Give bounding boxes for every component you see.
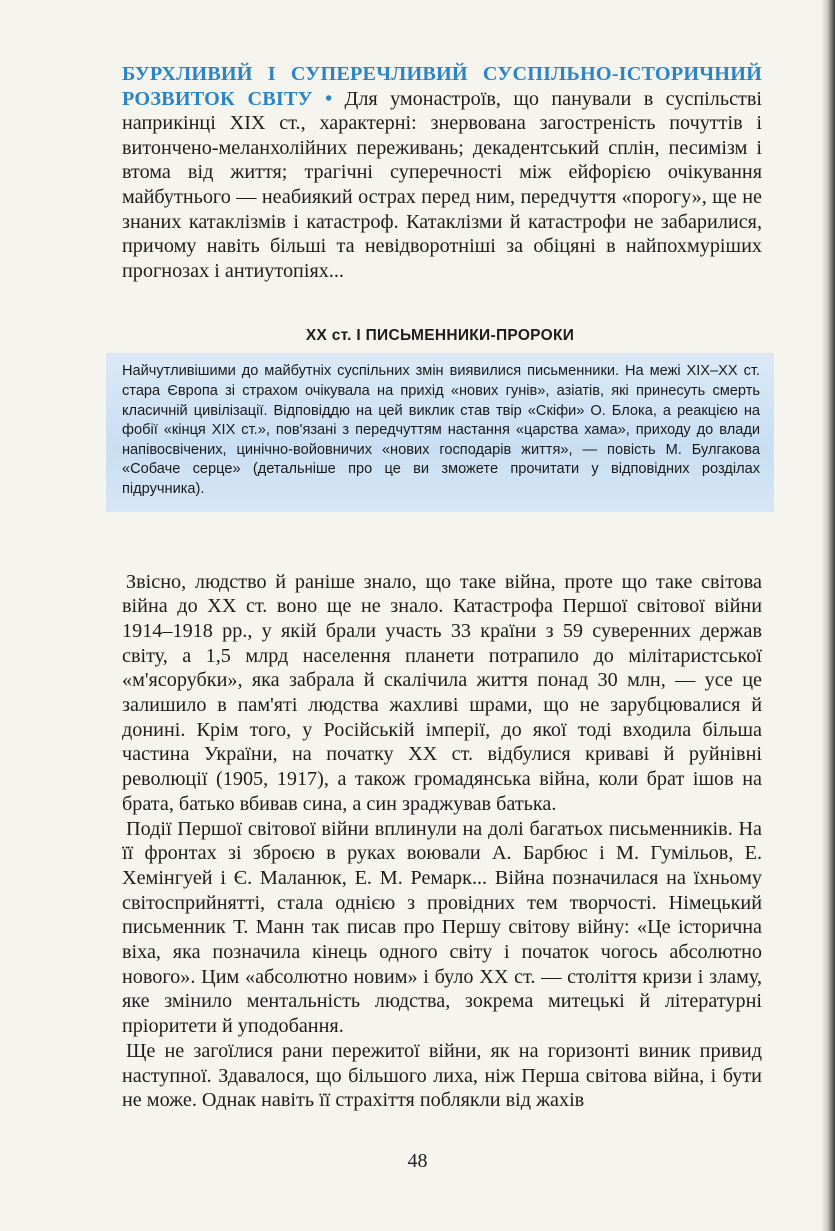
body-paragraph-2: Події Першої світової війни вплинули на долі багатьох письменників. На її фронтах зі зброєю в руках воювали А. Барбюс і М. Гумільов, Е. Хемінгуей і Є. Маланюк, Е. М. Ремарк... Війна позначилася на їхньому світосприйнятті, стала однією з провідних тем творчості. Німецький письменник Т. Манн так писав про Першу світову війну: «Це історична віха, яка позначила кінець одного світу і початок чогось абсолютно нового». Цим «абсолютно новим» і було XX ст. — століття кризи і зламу, яке змінило ментальність людства, зокрема митецькі й літературні пріоритети й уподобання.	[122, 817, 762, 1038]
intro-text: Для умонастроїв, що панували в суспільстві наприкінці XIX ст., характерні: знервована загостреність почуттів і витончено-меланхолійних переживань; декадентський сплін, песимізм і втома від життя; трагічні суперечності між ейфорією очікування майбутнього — неабиякий острах перед ним, передчуття «порогу», ще не знаних катаклізмів і катастроф. Катаклізми й катастрофи не забарилися, причому навіть більші та невідворотніші за обіцяні в найпохмуріших прогнозах і антиутопіях...	[122, 87, 762, 282]
body-text	[122, 570, 762, 1113]
sidebar-note	[106, 327, 774, 511]
body-paragraph-3: Ще не загоїлися рани пережитої війни, як на горизонті виник привид наступної. Здавалося, що більшого лиха, ніж Перша світова війна, і бути не може. Однак навіть її страхіття поблякли від жахів	[122, 1039, 762, 1112]
page-content	[122, 62, 762, 1113]
section-heading: БУРХЛИВИЙ І СУПЕРЕЧЛИВИЙ СУСПІЛЬНО-ІСТОРИЧНИЙ РОЗВИТОК СВІТУ	[122, 63, 762, 110]
page-edge-shadow	[821, 0, 835, 1231]
intro-paragraph	[122, 62, 762, 283]
body-paragraph-1: Звісно, людство й раніше знало, що таке війна, проте що таке світова війна до XX ст. воно ще не знало. Катастрофа Першої світової війни 1914–1918 рр., у якій брали участь 33 країни з 59 суверенних держав світу, а 1,5 млрд населення планети потрапило до мілітаристської «м'ясорубки», яка забрала й скалічила життя понад 30 млн, — усе це залишило в пам'яті людства жахливі шрами, що не зарубцювалися й донині. Крім того, у Російській імперії, до якої тоді входила більша частина України, на початку XX ст. відбулися криваві й руйнівні революції (1905, 1917), а також громадянська війна, коли брат ішов на брата, батько вбивав сина, а син зраджував батька.	[122, 570, 762, 815]
page-number: 48	[407, 1150, 428, 1172]
sidebar-box	[106, 353, 774, 511]
bullet-icon: •	[325, 87, 333, 110]
sidebar-title: XX ст. І ПИСЬМЕННИКИ-ПРОРОКИ	[305, 327, 575, 345]
sidebar-text: Найчутливішими до майбутніх суспільних змін виявилися письменники. На межі XIX–XX ст. стара Європа зі страхом очікувала на прихід «нових гунів», азіатів, які принесуть смерть класичній цивілізації. Відповіддю на цей виклик став твір «Скіфи» О. Блока, а реакцією на фобії «кінця XIX ст.», пов'язані з передчуттям настання «царства хама», приходу до влади напівосвічених, цинічно-войовничих «нових господарів життя», — повість М. Булгакова «Собаче серце» (детальніше про це ви зможете прочитати у відповідних розділах підручника).	[122, 363, 760, 497]
